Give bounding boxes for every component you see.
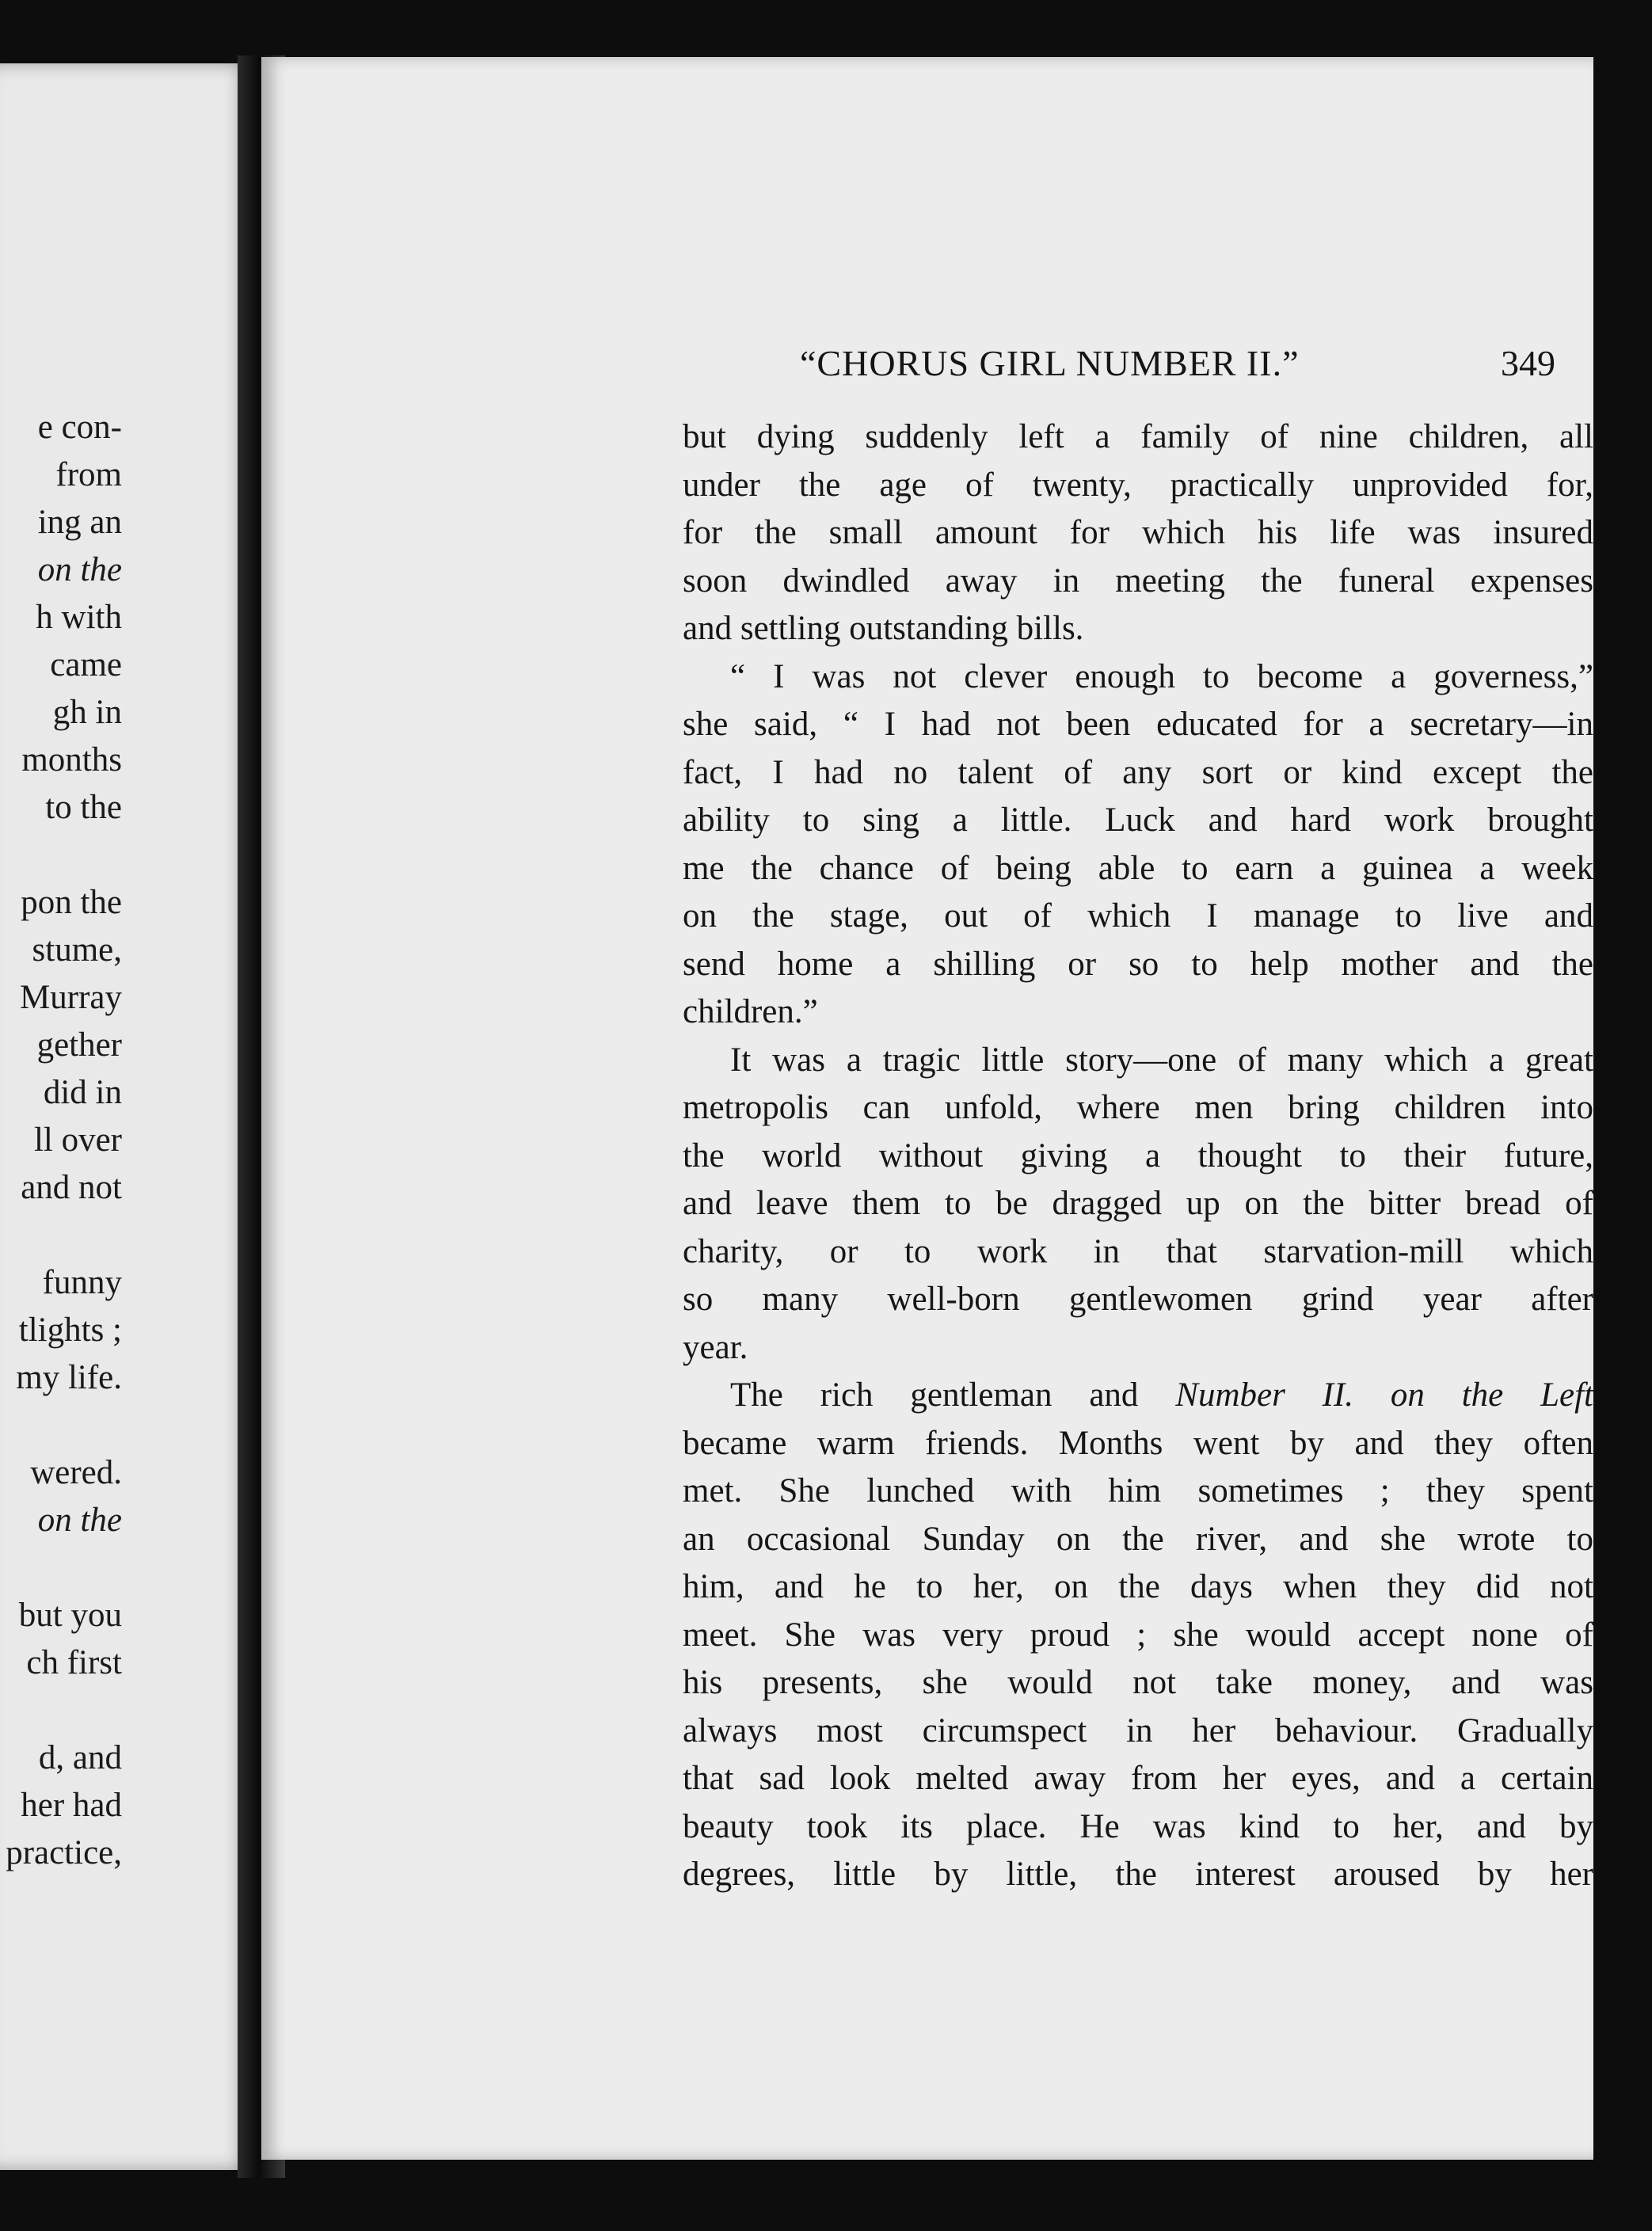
left-page-line: practice, xyxy=(6,1834,122,1871)
text-line: me the chance of being able to earn a guinea a week xyxy=(683,849,1593,887)
left-page-line: ll over xyxy=(33,1121,122,1159)
text-line: fact, I had no talent of any sort or kind except the xyxy=(683,753,1593,791)
left-page-line: d, and xyxy=(38,1739,122,1776)
text-line: and settling outstanding bills. xyxy=(683,610,1084,647)
left-page-line: tlights ; xyxy=(18,1312,122,1349)
left-page-line: funny xyxy=(42,1264,122,1301)
left-page-line: from xyxy=(55,456,122,493)
right-page xyxy=(261,57,1593,2160)
text-line: send home a shilling or so to help mother and the xyxy=(683,945,1593,983)
text-line: him, and he to her, on the days when they did not xyxy=(683,1568,1593,1605)
italic-text: Number II. on the Left xyxy=(1175,1376,1594,1414)
left-page-line: did in xyxy=(43,1074,122,1111)
text-line: The rich gentleman and Number II. on the Left xyxy=(730,1376,1594,1414)
text-line: and leave them to be dragged up on the bitter bread of xyxy=(683,1185,1593,1222)
text-line: metropolis can unfold, where men bring children into xyxy=(683,1089,1593,1126)
text-line: on the stage, out of which I manage to live and xyxy=(683,897,1593,935)
text-line: she said, “ I had not been educated for a secretary—in xyxy=(683,706,1593,743)
text-line: that sad look melted away from her eyes, and a certain xyxy=(683,1760,1593,1797)
left-page-line: stume, xyxy=(32,931,122,969)
text-line: soon dwindled away in meeting the funeral expenses xyxy=(683,562,1593,600)
text-line: beauty took its place. He was kind to her, and by xyxy=(683,1807,1593,1845)
left-page-line: came xyxy=(50,646,122,683)
text-line: so many well-born gentlewomen grind year after xyxy=(683,1281,1593,1318)
running-header: “CHORUS GIRL NUMBER II.” xyxy=(800,343,1300,383)
left-page-line: months xyxy=(21,741,122,779)
left-page-line: and not xyxy=(21,1169,122,1206)
left-page-line: on the xyxy=(37,1502,122,1539)
left-page-line: gh in xyxy=(52,694,122,731)
left-page-line: wered. xyxy=(30,1454,122,1491)
text-line: his presents, she would not take money, and was xyxy=(683,1664,1593,1701)
text-line: the world without giving a thought to their future, xyxy=(683,1136,1593,1175)
left-page-line: pon the xyxy=(21,884,122,921)
text-line: always most circumspect in her behaviour. Gradually xyxy=(683,1711,1593,1749)
left-page-line: h with xyxy=(36,599,122,636)
left-page-line: my life. xyxy=(16,1359,122,1396)
text-line: degrees, little by little, the interest aroused by her xyxy=(683,1856,1593,1893)
text-line: under the age of twenty, practically unprovided for, xyxy=(683,466,1593,504)
left-page-line: ing an xyxy=(37,504,122,541)
text-line: for the small amount for which his life was insured xyxy=(683,514,1593,551)
left-page-line: gether xyxy=(36,1026,122,1064)
text-line: became warm friends. Months went by and they often xyxy=(683,1424,1593,1462)
left-page-line: on the xyxy=(37,551,122,588)
left-page-line: but you xyxy=(18,1597,122,1634)
left-page-line: e con- xyxy=(37,409,122,446)
left-page-line: to the xyxy=(45,789,122,826)
text-line: It was a tragic little story—one of many which a great xyxy=(730,1041,1593,1079)
text-line: met. She lunched with him sometimes ; they spent xyxy=(683,1472,1593,1510)
text-line: meet. She was very proud ; she would accept none of xyxy=(683,1616,1593,1654)
left-page xyxy=(0,63,255,2170)
text-line: ability to sing a little. Luck and hard work brought xyxy=(683,801,1593,839)
text-line: “ I was not clever enough to become a governess,” xyxy=(730,657,1593,695)
text-line: charity, or to work in that starvation-mill which xyxy=(683,1232,1593,1270)
text-line: an occasional Sunday on the river, and she wrote to xyxy=(683,1520,1593,1558)
left-page-line: her had xyxy=(21,1787,122,1824)
page-number: 349 xyxy=(1501,343,1555,383)
text-line: children.” xyxy=(683,993,818,1030)
text-line: year. xyxy=(683,1328,748,1366)
text-line: but dying suddenly left a family of nine children, all xyxy=(683,418,1593,455)
left-page-line: Murray xyxy=(20,979,122,1016)
left-page-line: ch first xyxy=(26,1644,122,1681)
